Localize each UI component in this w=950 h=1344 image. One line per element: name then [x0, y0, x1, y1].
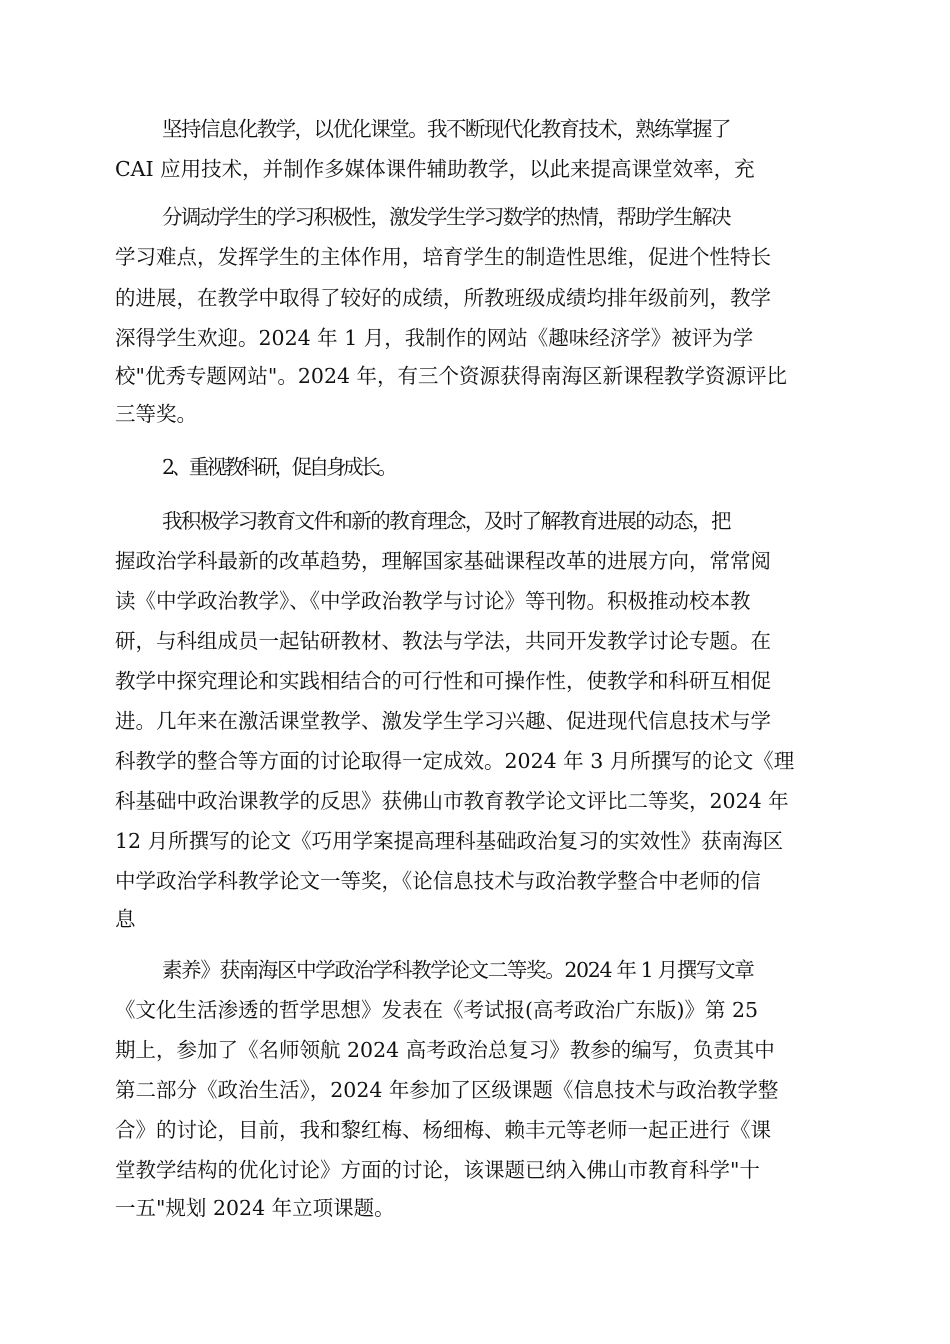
paragraph-line: 学习难点，发挥学生的主体作用，培育学生的制造性思维，促进个性特长: [115, 245, 771, 269]
paragraph-line: 进。几年来在激活课堂教学、激发学生学习兴趣、促进现代信息技术与学: [115, 709, 771, 733]
paragraph-line: 中学政治学科教学论文一等奖，《论信息技术与政治教学整合中老师的信: [115, 869, 761, 893]
paragraph-line: 一五"规划 2024 年立项课题。: [115, 1196, 395, 1220]
paragraph-line: 第二部分《政治生活》，2024 年参加了区级课题《信息技术与政治教学整: [115, 1078, 779, 1102]
paragraph-line: 科教学的整合等方面的讨论取得一定成效。2024 年 3 月所撰写的论文《理: [115, 749, 795, 773]
paragraph-line: 研，与科组成员一起钻研教材、教法与学法，共同开发教学讨论专题。在: [115, 629, 771, 653]
paragraph-line: 12 月所撰写的论文《巧用学案提高理科基础政治复习的实效性》获南海区: [115, 829, 784, 853]
paragraph-line: 期上，参加了《名师领航 2024 高考政治总复习》教参的编写，负责其中: [115, 1038, 775, 1062]
paragraph-line: 校"优秀专题网站"。2024 年，有三个资源获得南海区新课程教学资源评比: [115, 364, 788, 388]
paragraph-line: 读《中学政治教学》、《中学政治教学与讨论》等刊物。积极推动校本教: [115, 589, 751, 613]
section-heading: 2、重视教科研，促自身成长。: [162, 455, 395, 479]
paragraph-line: 合》的讨论，目前，我和黎红梅、杨细梅、赖丰元等老师一起正进行《课: [115, 1118, 771, 1142]
paragraph-line: 科基础中政治课教学的反思》获佛山市教育教学论文评比二等奖，2024 年: [115, 789, 789, 813]
paragraph-line: 握政治学科最新的改革趋势，理解国家基础课程改革的进展方向，常常阅: [115, 549, 771, 573]
paragraph-line: 息: [115, 907, 136, 931]
paragraph-line: CAI 应用技术，并制作多媒体课件辅助教学，以此来提高课堂效率，充: [115, 157, 755, 181]
paragraph-line: 分调动学生的学习积极性，激发学生学习数学的热情，帮助学生解决: [162, 205, 730, 229]
paragraph-line: 《文化生活渗透的哲学思想》发表在《考试报(高考政治广东版)》第 25: [115, 998, 759, 1022]
paragraph-line: 教学中探究理论和实践相结合的可行性和可操作性，使教学和科研互相促: [115, 669, 771, 693]
paragraph-line: 坚持信息化教学，以优化课堂。我不断现代化教育技术，熟练掌握了: [162, 117, 730, 141]
paragraph-line: 的进展，在教学中取得了较好的成绩，所教班级成绩均排年级前列，教学: [115, 286, 771, 310]
paragraph-line: 我积极学习教育文件和新的教育理念，及时了解教育进展的动态，把: [162, 509, 730, 533]
paragraph-line: 素养》获南海区中学政治学科教学论文二等奖。2024 年 1 月撰写文章: [162, 958, 754, 982]
paragraph-line: 三等奖。: [115, 402, 197, 426]
paragraph-line: 堂教学结构的优化讨论》方面的讨论，该课题已纳入佛山市教育科学"十: [115, 1158, 760, 1182]
paragraph-line: 深得学生欢迎。2024 年 1 月，我制作的网站《趣味经济学》被评为学: [115, 326, 754, 350]
